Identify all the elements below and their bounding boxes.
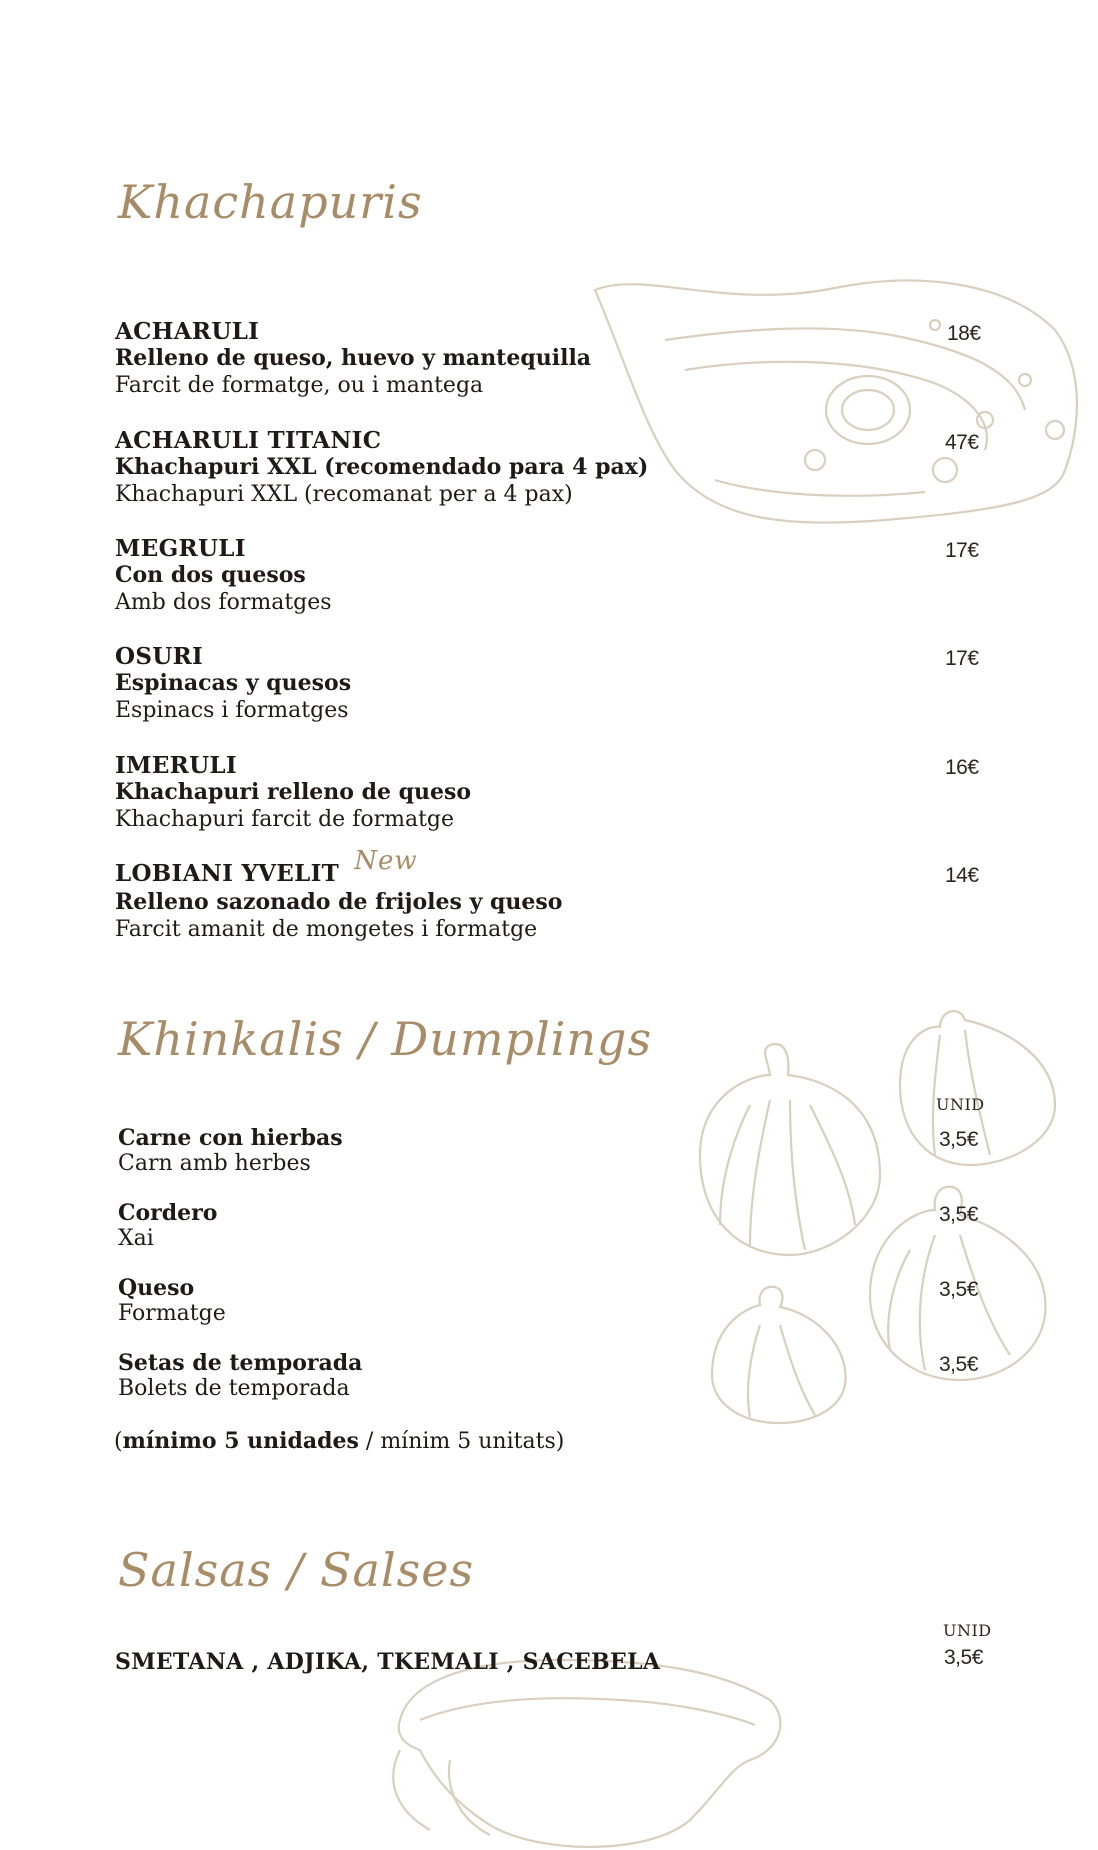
- item-description-es: Relleno de queso, huevo y mantequilla: [115, 345, 592, 371]
- new-badge: New: [354, 846, 418, 876]
- note-bold: mínimo 5 unidades: [122, 1428, 359, 1454]
- salsas-title: Salsas / Salses: [118, 1543, 475, 1597]
- dumpling-item: [118, 1276, 226, 1326]
- item-price: 3,5€: [939, 1203, 978, 1226]
- item-description-ca: Khachapuri XXL (recomanat per a 4 pax): [115, 482, 573, 507]
- item-description-es: Espinacas y quesos: [115, 670, 352, 696]
- dumpling-item: [118, 1351, 362, 1401]
- item-description-ca: Farcit amanit de mongetes i formatge: [115, 917, 538, 942]
- item-name: LOBIANI YVELIT: [115, 860, 340, 887]
- item-name: MEGRULI: [115, 535, 246, 562]
- unit-label: UNID: [936, 1095, 985, 1114]
- item-description-es: Con dos quesos: [115, 562, 306, 588]
- item-price: 16€: [945, 756, 979, 779]
- menu-item: [115, 643, 351, 724]
- salsas-items: SMETANA , ADJIKA, TKEMALI , SACEBELA: [115, 1649, 661, 1675]
- dumpling-item: [118, 1126, 343, 1176]
- item-description-ca: Xai: [118, 1226, 154, 1251]
- item-description-es: Cordero: [118, 1200, 218, 1226]
- item-description-es: Carne con hierbas: [118, 1125, 343, 1151]
- item-price: 3,5€: [939, 1278, 978, 1301]
- item-price: 47€: [945, 431, 979, 454]
- item-price: 14€: [945, 864, 979, 887]
- item-description-es: Queso: [118, 1275, 195, 1301]
- khachapuri-illustration: [585, 270, 1085, 610]
- menu-item: [115, 846, 563, 943]
- unit-label: UNID: [943, 1621, 992, 1640]
- item-description-ca: Carn amb herbes: [118, 1151, 311, 1176]
- item-description-es: Khachapuri XXL (recomendado para 4 pax): [115, 454, 649, 480]
- item-name: ACHARULI: [115, 318, 260, 345]
- item-description-ca: Espinacs i formatges: [115, 698, 349, 723]
- item-description-es: Relleno sazonado de frijoles y queso: [115, 889, 563, 915]
- item-name: ACHARULI TITANIC: [115, 427, 382, 454]
- item-description-ca: Khachapuri farcit de formatge: [115, 807, 455, 832]
- item-description-ca: Bolets de temporada: [118, 1376, 350, 1401]
- khachapuris-title: Khachapuris: [118, 175, 423, 229]
- minimum-note: [114, 1428, 564, 1454]
- item-price: 3,5€: [944, 1646, 983, 1669]
- item-price: 3,5€: [939, 1128, 978, 1151]
- item-description-ca: Amb dos formatges: [115, 590, 332, 615]
- menu-item: [115, 318, 591, 399]
- item-price: 17€: [945, 647, 979, 670]
- item-price: 18€: [947, 322, 981, 345]
- menu-item: [115, 535, 332, 616]
- item-description-es: Setas de temporada: [118, 1350, 363, 1376]
- note-open-paren: (: [114, 1429, 123, 1454]
- item-price: 3,5€: [939, 1353, 978, 1376]
- note-rest: / mínim 5 unitats): [358, 1429, 565, 1454]
- item-description-ca: Farcit de formatge, ou i mantega: [115, 373, 484, 398]
- item-name: IMERULI: [115, 752, 237, 779]
- item-name: OSURI: [115, 643, 204, 670]
- dumpling-item: [118, 1201, 217, 1251]
- item-description-ca: Formatge: [118, 1301, 226, 1326]
- khinkalis-title: Khinkalis / Dumplings: [118, 1012, 653, 1066]
- menu-item: [115, 752, 471, 833]
- item-description-es: Khachapuri relleno de queso: [115, 779, 472, 805]
- menu-item: [115, 427, 648, 508]
- dumplings-illustration: [690, 1005, 1070, 1425]
- item-price: 17€: [945, 539, 979, 562]
